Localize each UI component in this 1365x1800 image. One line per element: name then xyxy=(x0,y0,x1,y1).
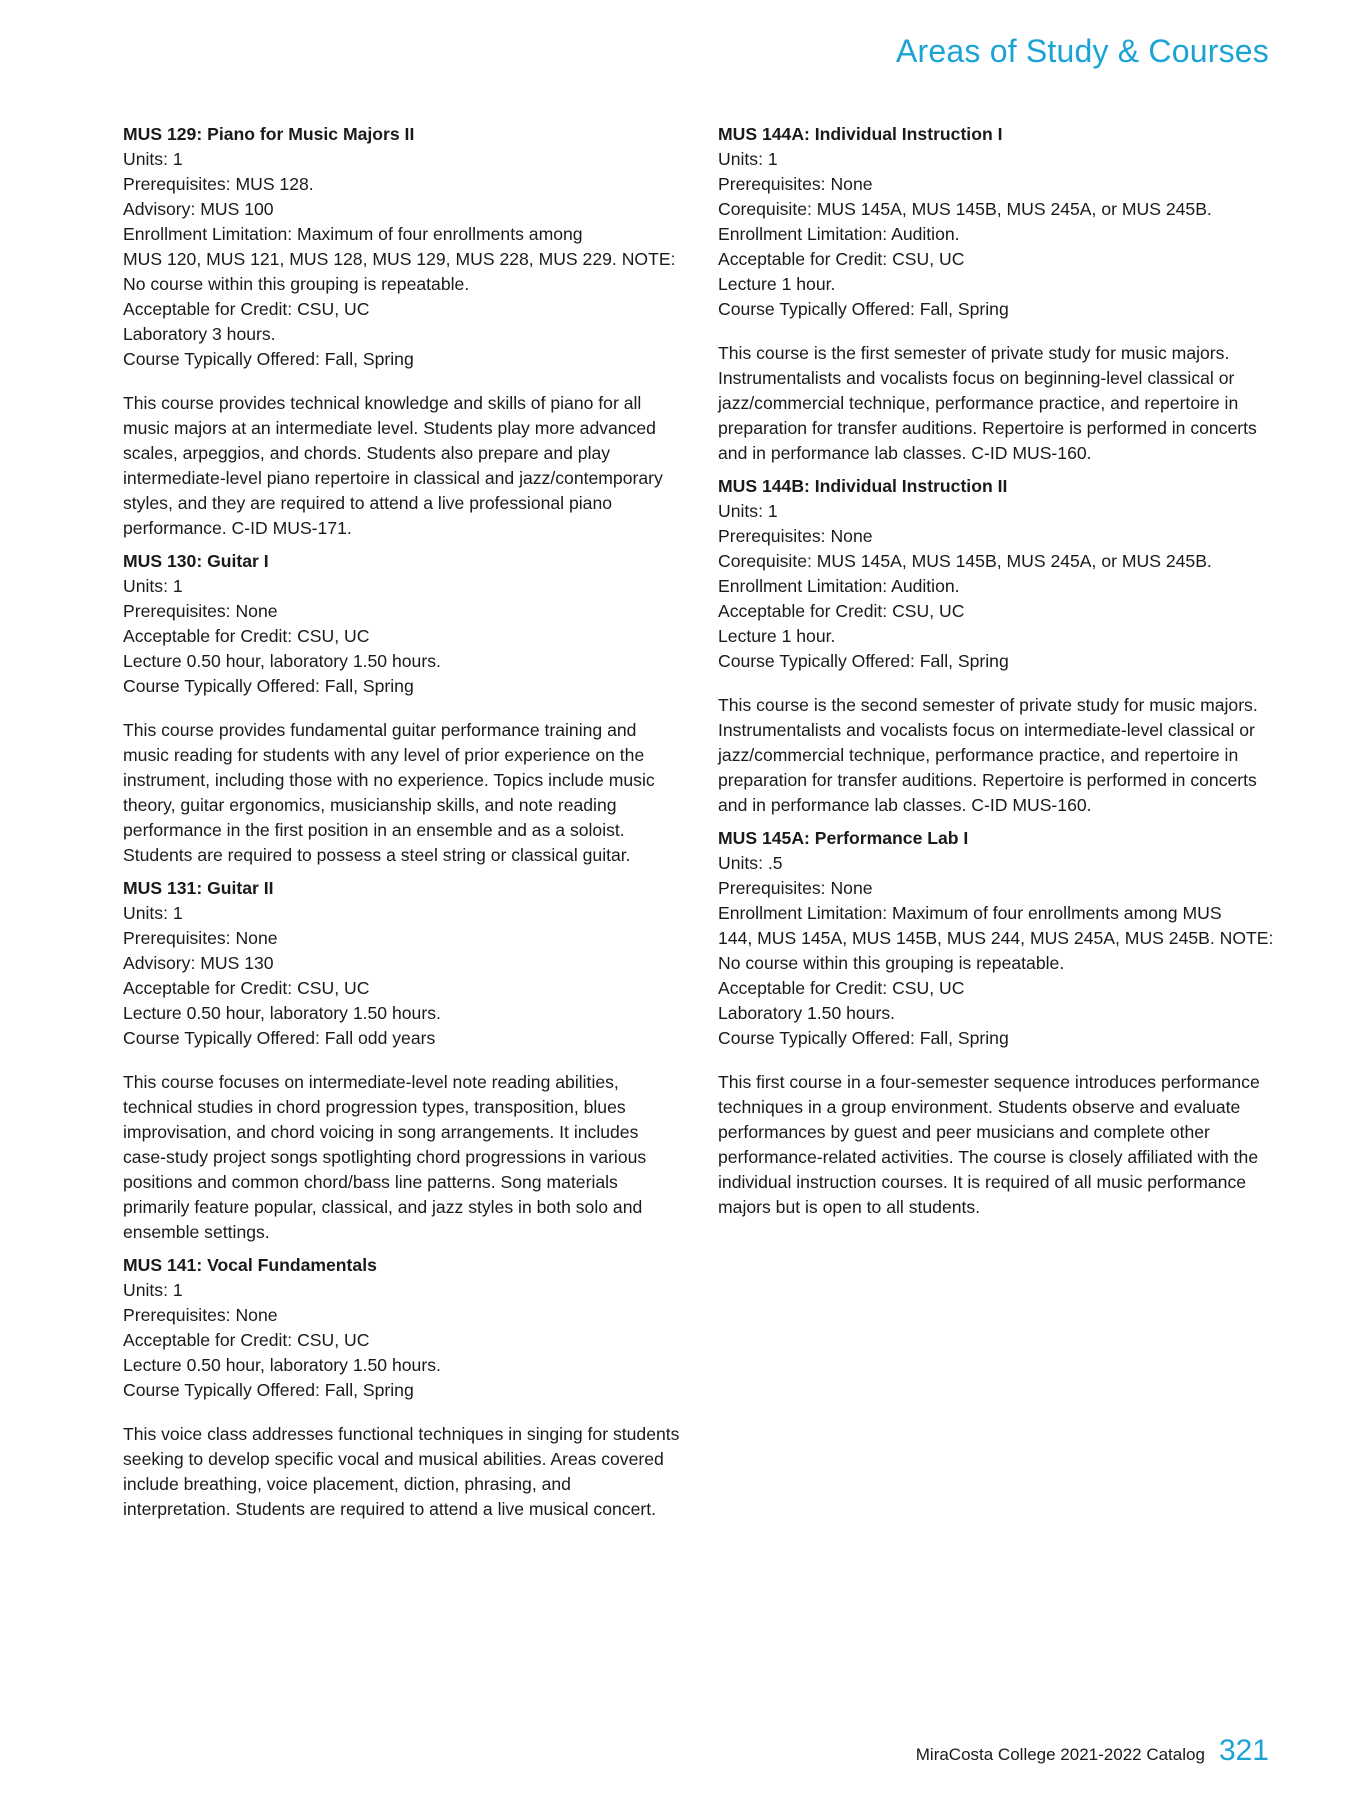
page-number: 321 xyxy=(1218,1734,1269,1767)
course-units: Units: 1 xyxy=(123,576,183,596)
course-description: This course is the first semester of private study for music majors. Instrumentalists and vocalists focus on beginning-level classical or jazz/commercial technique, performance practice, and repertoire in preparation for transfer auditions. Repertoire is performed in concerts and in performance lab classes. C-ID MUS-160. xyxy=(718,343,1257,463)
course-title: MUS 129: Piano for Music Majors II xyxy=(123,124,415,144)
course-units: Units: 1 xyxy=(123,1280,183,1300)
course-hours: Lecture 0.50 hour, laboratory 1.50 hours. xyxy=(123,1003,441,1023)
course-description: This voice class addresses functional techniques in singing for students seeking to develop specific vocal and musical abilities. Areas covered include breathing, voice placement, diction, phrasing, and interpretation. Students are required to attend a live musical concert. xyxy=(123,1424,680,1519)
course-enrollment-limitation: Enrollment Limitation: Maximum of four enrollments among MUS xyxy=(718,903,1222,923)
course-title: MUS 130: Guitar I xyxy=(123,551,269,571)
course-credit: Acceptable for Credit: CSU, UC xyxy=(718,249,965,269)
right-column xyxy=(718,122,1278,1228)
course-prerequisites: Prerequisites: None xyxy=(123,601,278,621)
course-title: MUS 144B: Individual Instruction II xyxy=(718,476,1008,496)
course-title: MUS 131: Guitar II xyxy=(123,878,274,898)
course-prerequisites: Prerequisites: None xyxy=(718,526,873,546)
left-column xyxy=(123,122,683,1530)
course-credit: Acceptable for Credit: CSU, UC xyxy=(718,601,965,621)
course-credit: Acceptable for Credit: CSU, UC xyxy=(123,626,370,646)
course-title: MUS 144A: Individual Instruction I xyxy=(718,124,1003,144)
course-enrollment-limitation: 144, MUS 145A, MUS 145B, MUS 244, MUS 245A, MUS 245B. NOTE: xyxy=(718,928,1274,948)
course-description: This course is the second semester of private study for music majors. Instrumentalists and vocalists focus on intermediate-level classical or jazz/commercial technique, performance practice, and repertoire in preparation for transfer auditions. Repertoire is performed in concerts and in performance lab classes. C-ID MUS-160. xyxy=(718,695,1258,815)
course-credit: Acceptable for Credit: CSU, UC xyxy=(718,978,965,998)
course-offered: Course Typically Offered: Fall, Spring xyxy=(123,676,414,696)
course-hours: Lecture 0.50 hour, laboratory 1.50 hours. xyxy=(123,1355,441,1375)
course-offered: Course Typically Offered: Fall, Spring xyxy=(718,651,1009,671)
course-description: This course provides fundamental guitar performance training and music reading for students with any level of prior experience on the instrument, including those with no experience. Topics include music theory, guitar ergonomics, musicianship skills, and note reading performance in the first position in an ensemble and as a soloist. Students are required to possess a steel string or classical guitar. xyxy=(123,720,655,865)
course-units: Units: 1 xyxy=(718,501,778,521)
course-credit: Acceptable for Credit: CSU, UC xyxy=(123,1330,370,1350)
course-hours: Lecture 1 hour. xyxy=(718,274,836,294)
course-hours: Laboratory 3 hours. xyxy=(123,324,276,344)
course-advisory: Advisory: MUS 130 xyxy=(123,953,274,973)
course-credit: Acceptable for Credit: CSU, UC xyxy=(123,978,370,998)
course-enrollment-limitation: Enrollment Limitation: Maximum of four enrollments among xyxy=(123,224,583,244)
course-entry xyxy=(123,876,683,1245)
course-entry xyxy=(123,122,683,541)
course-prerequisites: Prerequisites: None xyxy=(123,1305,278,1325)
course-credit: Acceptable for Credit: CSU, UC xyxy=(123,299,370,319)
course-offered: Course Typically Offered: Fall, Spring xyxy=(123,349,414,369)
course-hours: Lecture 1 hour. xyxy=(718,626,836,646)
course-entry xyxy=(123,549,683,868)
course-prerequisites: Prerequisites: None xyxy=(718,174,873,194)
course-advisory: Advisory: MUS 100 xyxy=(123,199,274,219)
course-entry xyxy=(718,474,1278,818)
course-hours: Lecture 0.50 hour, laboratory 1.50 hours. xyxy=(123,651,441,671)
page-section-title: Areas of Study & Courses xyxy=(896,33,1269,69)
course-corequisite: Corequisite: MUS 145A, MUS 145B, MUS 245A, or MUS 245B. xyxy=(718,199,1212,219)
course-offered: Course Typically Offered: Fall odd years xyxy=(123,1028,436,1048)
course-offered: Course Typically Offered: Fall, Spring xyxy=(718,1028,1009,1048)
course-description: This course focuses on intermediate-level note reading abilities, technical studies in chord progression types, transposition, blues improvisation, and chord voicing in song arrangements. It includes case-study project songs spotlighting chord progressions in various positions and common chord/bass line patterns. Song materials primarily feature popular, classical, and jazz styles in both solo and ensemble settings. xyxy=(123,1072,647,1242)
course-title: MUS 141: Vocal Fundamentals xyxy=(123,1255,377,1275)
course-entry xyxy=(718,122,1278,466)
course-prerequisites: Prerequisites: None xyxy=(123,928,278,948)
course-enrollment-limitation: Enrollment Limitation: Audition. xyxy=(718,576,960,596)
course-enrollment-limitation: No course within this grouping is repeatable. xyxy=(718,953,1065,973)
course-prerequisites: Prerequisites: MUS 128. xyxy=(123,174,314,194)
course-units: Units: 1 xyxy=(718,149,778,169)
course-hours: Laboratory 1.50 hours. xyxy=(718,1003,896,1023)
course-units: Units: 1 xyxy=(123,903,183,923)
course-entry xyxy=(123,1253,683,1522)
course-units: Units: 1 xyxy=(123,149,183,169)
course-description: This first course in a four-semester sequence introduces performance techniques in a group environment. Students observe and evaluate performances by guest and peer musicians and complete other performance-related activities. The course is closely affiliated with the individual instruction courses. It is required of all music performance majors but is open to all students. xyxy=(718,1072,1260,1217)
course-offered: Course Typically Offered: Fall, Spring xyxy=(123,1380,414,1400)
course-enrollment-limitation: MUS 120, MUS 121, MUS 128, MUS 129, MUS 228, MUS 229. NOTE: xyxy=(123,249,676,269)
course-prerequisites: Prerequisites: None xyxy=(718,878,873,898)
course-entry xyxy=(718,826,1278,1220)
course-units: Units: .5 xyxy=(718,853,783,873)
course-description: This course provides technical knowledge and skills of piano for all music majors at an intermediate level. Students play more advanced scales, arpeggios, and chords. Students also prepare and play intermediate-level piano repertoire in classical and jazz/contemporary styles, and they are required to attend a live professional piano performance. C-ID MUS-171. xyxy=(123,393,663,538)
course-corequisite: Corequisite: MUS 145A, MUS 145B, MUS 245A, or MUS 245B. xyxy=(718,551,1212,571)
course-offered: Course Typically Offered: Fall, Spring xyxy=(718,299,1009,319)
page-footer xyxy=(916,1734,1269,1768)
course-enrollment-limitation: Enrollment Limitation: Audition. xyxy=(718,224,960,244)
catalog-label: MiraCosta College 2021-2022 Catalog xyxy=(915,1745,1205,1764)
course-enrollment-limitation: No course within this grouping is repeatable. xyxy=(123,274,470,294)
course-title: MUS 145A: Performance Lab I xyxy=(718,828,969,848)
